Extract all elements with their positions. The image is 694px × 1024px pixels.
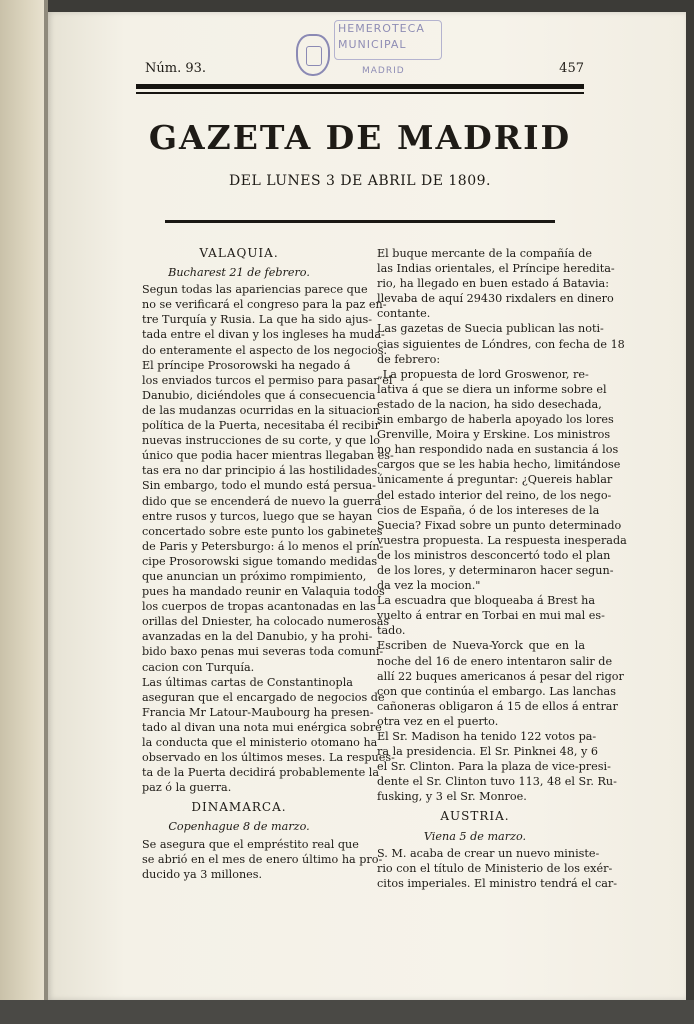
text-line: de los lores, y determinaron hacer segun- <box>377 563 614 577</box>
dateline-viena: Viena 5 de marzo. <box>423 829 527 843</box>
masthead-title: GAZETA DE MADRID <box>148 118 572 157</box>
text-line: orillas del Dniester, ha colocado numerosas <box>142 615 390 629</box>
paragraph <box>365 593 605 638</box>
text-line: citos imperiales. El ministro tendrá el car- <box>377 876 618 890</box>
text-line: no han respondido nada en sustancia á los <box>377 443 619 457</box>
text-line: noche del 16 de enero intentaron salir de <box>377 654 613 668</box>
section-heading-dinamarca: DINAMARCA. <box>191 800 287 815</box>
text-line: nuevas instrucciones de su corte, y que lo <box>142 434 381 448</box>
text-line: de las mudanzas ocurridas en la situacion <box>142 403 380 417</box>
text-line: pues ha mandado reunir en Valaquia todos <box>142 585 385 599</box>
text-line: observado en los últimos meses. La respues- <box>142 751 395 765</box>
text-line: avanzadas en la del Danubio, y ha prohi- <box>142 630 373 644</box>
text-line: „La propuesta de lord Groswenor, re- <box>377 367 589 381</box>
issue-number: Núm. 93. <box>145 61 207 76</box>
text-line: paz ó la guerra. <box>142 781 232 795</box>
text-line: los enviados turcos el permiso para pasar el <box>142 373 393 387</box>
paragraph <box>365 321 625 366</box>
text-line: Sin embargo, todo el mundo está persua- <box>142 479 376 493</box>
text-line: concertado sobre este punto los gabinetes <box>142 524 383 538</box>
text-line: cipe Prosorowski sigue tomando medidas <box>142 554 378 568</box>
seal-icon <box>296 34 330 76</box>
text-line: Grenville, Moira y Erskine. Los ministros <box>377 428 611 442</box>
text-line: únicamente á preguntar: ¿Quereis hablar <box>377 473 613 487</box>
text-line: tas era no dar principio á las hostilidades. <box>142 464 381 478</box>
text-line: llevaba de aquí 29430 rixdalers en dinero <box>377 292 614 306</box>
text-line: cacion con Turquía. <box>142 660 255 674</box>
text-line: bido baxo penas mui severas toda comuni- <box>142 645 384 659</box>
text-line: allí 22 buques americanos á pesar del rigor <box>377 669 624 683</box>
paragraph <box>130 478 390 674</box>
text-line: cañoneras obligaron á 15 de ellos á entrar <box>377 699 618 713</box>
text-line: do enteramente el aspecto de los negocios. <box>142 343 388 357</box>
text-line: dente el Sr. Clinton tuvo 113, 48 el Sr. Ru- <box>377 775 617 789</box>
paragraph <box>365 367 627 593</box>
text-line: aseguran que el encargado de negocios de <box>142 690 385 704</box>
stamp-line-1: HEMEROTECA <box>338 22 425 35</box>
section-heading-austria: AUSTRIA. <box>440 809 510 824</box>
header-rule-thick <box>136 84 584 89</box>
paragraph <box>365 846 618 891</box>
text-line: otra vez en el puerto. <box>377 714 499 728</box>
text-line: vuestra propuesta. La respuesta inesperada <box>377 533 627 547</box>
text-line: que anuncian un próximo rompimiento, <box>142 569 367 583</box>
text-line: Segun todas las apariencias parece que <box>142 283 368 297</box>
text-line: Las últimas cartas de Constantinopla <box>142 675 353 689</box>
text-line: el Sr. Clinton. Para la plaza de vice-presi- <box>377 760 611 774</box>
text-line: de los ministros desconcertó todo el plan <box>377 548 611 562</box>
text-line: da vez la mocion." <box>377 579 481 593</box>
text-line: sin embargo de haberla apoyado los lores <box>377 413 614 427</box>
paragraph <box>130 358 394 479</box>
date-rule <box>165 220 555 223</box>
scan-shadow <box>0 1000 694 1024</box>
text-line: rio, ha llegado en buen estado á Batavia: <box>377 277 609 291</box>
library-stamp <box>296 20 456 80</box>
text-line: no se verificará el congreso para la paz en- <box>142 298 387 312</box>
text-line: tre Turquía y Rusia. La que ha sido ajus- <box>142 313 373 327</box>
stamp-line-2: MUNICIPAL <box>338 38 407 51</box>
text-line: fusking, y 3 el Sr. Monroe. <box>377 790 527 804</box>
text-line: Escriben de Nueva-Yorck que en la <box>377 639 585 653</box>
text-line: rio con el título de Ministerio de los exér- <box>377 861 613 875</box>
text-line: del estado interior del reino, de los nego- <box>377 488 612 502</box>
page-number: 457 <box>559 61 584 76</box>
text-line: contante. <box>377 307 431 321</box>
paragraph <box>365 638 624 729</box>
text-line: S. M. acaba de crear un nuevo ministe- <box>377 846 600 860</box>
dateline-copenhague: Copenhague 8 de marzo. <box>168 820 310 834</box>
paragraph <box>365 246 615 321</box>
text-line: El Sr. Madison ha tenido 122 votos pa- <box>377 730 597 743</box>
facing-page-edge <box>0 0 46 1024</box>
text-line: entre rusos y turcos, luego que se hayan <box>142 509 373 523</box>
text-line: Suecia? Fixad sobre un punto determinado <box>377 518 622 532</box>
text-line: El príncipe Prosorowski ha negado á <box>142 358 351 372</box>
text-line: ducido ya 3 millones. <box>142 867 263 881</box>
text-line: los cuerpos de tropas acantonadas en las <box>142 600 376 614</box>
text-line: lativa á que se diera un informe sobre el <box>377 382 607 396</box>
text-line: tado al divan una nota mui enérgica sobre <box>142 720 382 734</box>
text-line: de febrero: <box>377 352 441 366</box>
text-line: con que continúa el embargo. Las lanchas <box>377 684 616 698</box>
text-line: tada entre el divan y los ingleses ha muda- <box>142 328 385 342</box>
left-column <box>130 246 395 882</box>
text-line: único que podia hacer mientras llegaban es- <box>142 449 394 463</box>
text-line: política de la Puerta, necesitaba él recibir <box>142 419 380 433</box>
paragraph <box>365 729 617 804</box>
issue-date: DEL LUNES 3 DE ABRIL DE 1809. <box>229 173 491 189</box>
text-line: Francia Mr Latour-Maubourg ha presen- <box>142 705 374 719</box>
header-rule-thin <box>136 92 584 94</box>
text-line: cias siguientes de Lóndres, con fecha de 18 <box>377 337 625 351</box>
text-line: El buque mercante de la compañía de <box>377 247 592 260</box>
text-line: tado. <box>377 624 406 638</box>
text-line: estado de la nacion, ha sido desechada, <box>377 397 602 411</box>
paragraph <box>130 837 383 882</box>
paragraph <box>130 675 395 796</box>
text-line: de Paris y Petersburgo: á lo menos el prín- <box>142 539 384 553</box>
text-line: Las gazetas de Suecia publican las noti- <box>377 322 604 336</box>
stamp-line-3: MADRID <box>362 66 405 76</box>
text-line: dido que se encenderá de nuevo la guerra <box>142 494 382 508</box>
text-line: Se asegura que el empréstito real que <box>142 837 359 851</box>
text-line: se abrió en el mes de enero último ha pro- <box>142 852 383 866</box>
right-column <box>365 246 627 891</box>
paragraph <box>130 282 388 357</box>
text-line: ra la presidencia. El Sr. Pinknei 48, y 6 <box>377 745 599 759</box>
text-line: La escuadra que bloqueaba á Brest ha <box>377 594 596 608</box>
text-line: cargos que se les habia hecho, limitándose <box>377 458 621 472</box>
text-line: cios de España, ó de los intereses de la <box>377 503 600 517</box>
text-line: Danubio, diciéndoles que á consecuencia <box>142 388 376 402</box>
text-line: la conducta que el ministerio otomano ha <box>142 736 378 749</box>
text-line: vuelto á entrar en Torbai en mui mal es- <box>377 609 605 623</box>
dateline-bucharest: Bucharest 21 de febrero. <box>168 266 310 280</box>
text-line: ta de la Puerta decidirá probablemente la <box>142 766 380 780</box>
section-heading-valaquia: VALAQUIA. <box>199 246 279 260</box>
text-line: las Indias orientales, el Príncipe heredita- <box>377 262 615 276</box>
